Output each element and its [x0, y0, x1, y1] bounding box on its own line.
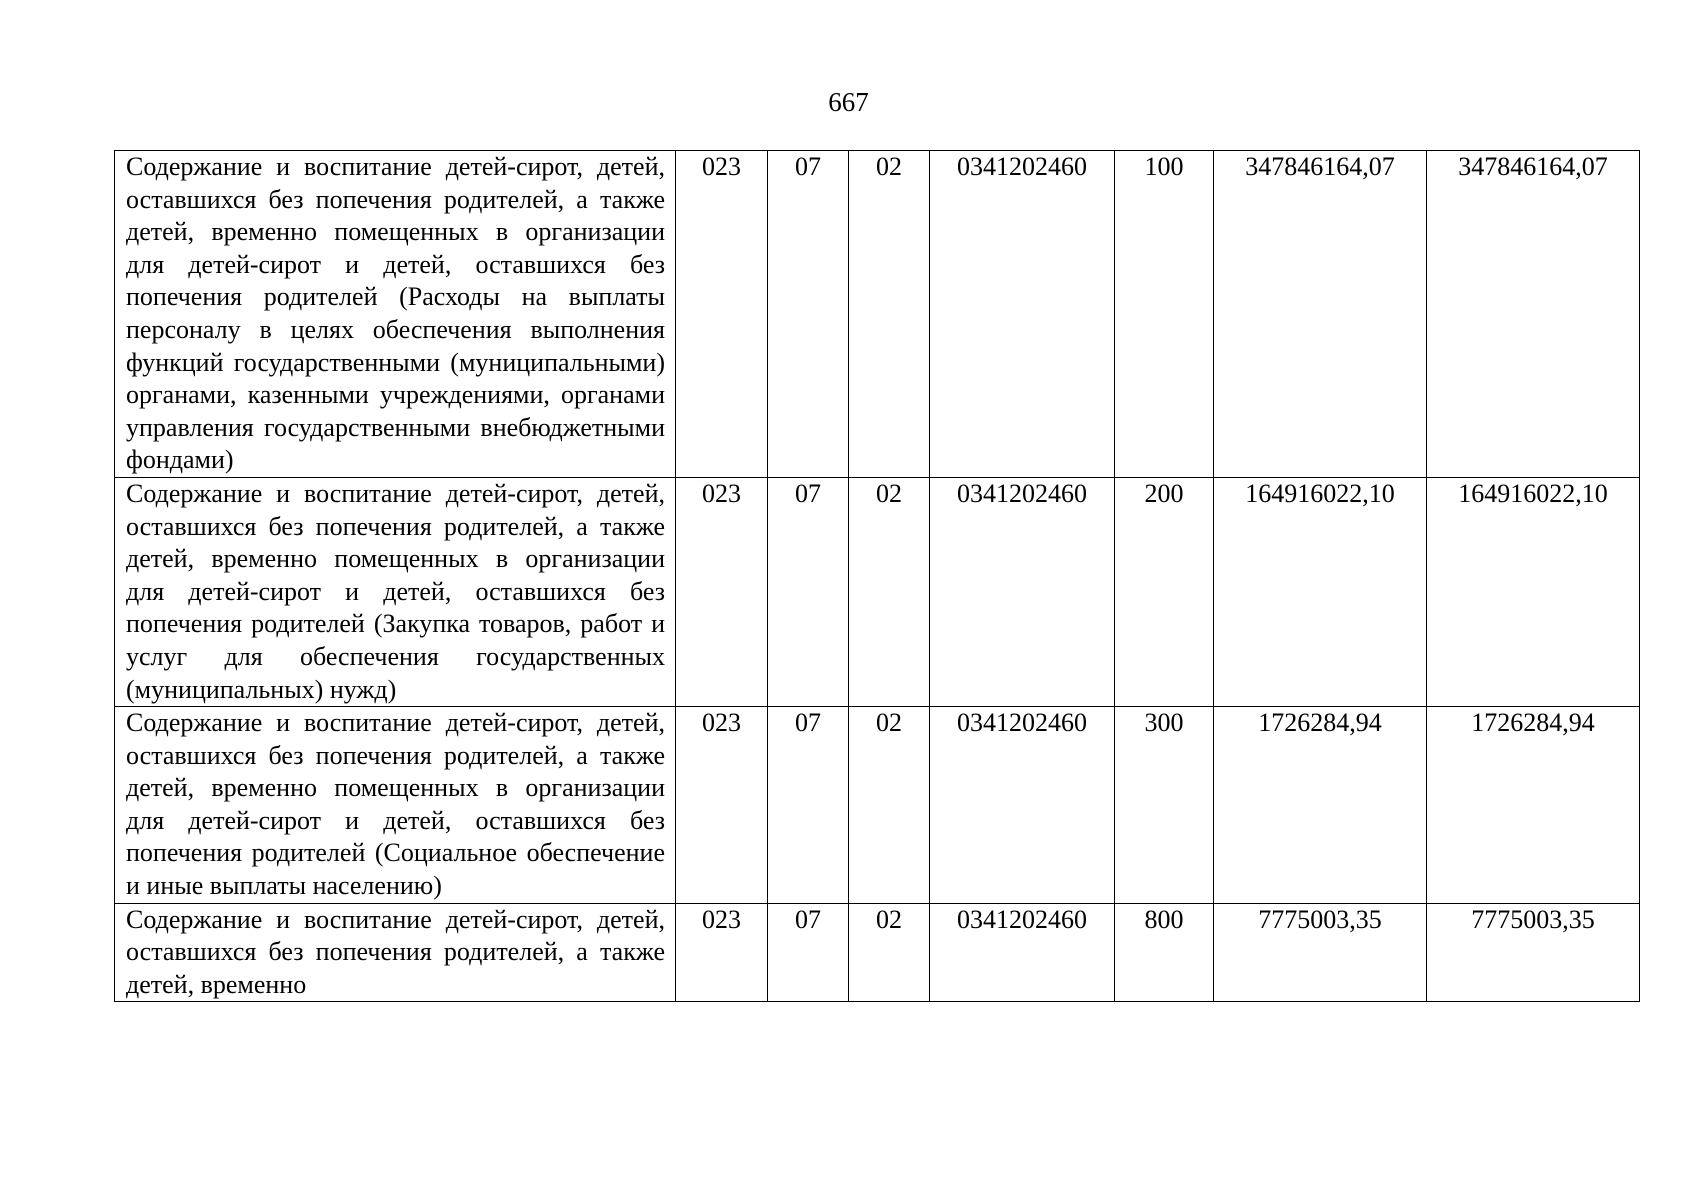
amount-cell: 7775003,35 [1427, 903, 1640, 1001]
budget-table [114, 150, 1640, 1002]
amount-cell: 164916022,10 [1214, 477, 1427, 706]
amount-cell: 7775003,35 [1214, 903, 1427, 1001]
table-row [115, 151, 1640, 478]
subsection-code: 02 [849, 903, 930, 1001]
ministry-code: 023 [676, 151, 768, 478]
ministry-code: 023 [676, 903, 768, 1001]
row-description-text: Содержание и воспитание детей-сирот, детей, оставшихся без попечения родителей, а также детей, временно [126, 904, 665, 999]
amount-cell: 1726284,94 [1427, 707, 1640, 904]
expense-type-code: 300 [1115, 707, 1214, 904]
subsection-code: 02 [849, 477, 930, 706]
subsection-code: 02 [849, 151, 930, 478]
table-row [115, 477, 1640, 706]
section-code: 07 [768, 903, 849, 1001]
section-code: 07 [768, 477, 849, 706]
ministry-code: 023 [676, 477, 768, 706]
row-description: Содержание и воспитание детей-сирот, детей, оставшихся без попечения родителей, а также детей, временно помещенных в организации для детей-сирот и детей, оставшихся без попечения родителей (Расходы на выплаты персоналу в целях обеспечения выполнения функций государственными (муниципальными) органами, казенными учреждениями, органами управления государственными внебюджетными фондами) [115, 151, 676, 478]
row-description [115, 903, 676, 1001]
target-article-code: 0341202460 [930, 151, 1115, 478]
amount-cell: 1726284,94 [1214, 707, 1427, 904]
page-number: 667 [828, 87, 869, 117]
expense-type-code: 100 [1115, 151, 1214, 478]
target-article-code: 0341202460 [930, 707, 1115, 904]
subsection-code: 02 [849, 707, 930, 904]
target-article-code: 0341202460 [930, 477, 1115, 706]
ministry-code: 023 [676, 707, 768, 904]
row-description: Содержание и воспитание детей-сирот, детей, оставшихся без попечения родителей, а также детей, временно помещенных в организации для детей-сирот и детей, оставшихся без попечения родителей (Социальное обеспечение и иные выплаты населению) [115, 707, 676, 904]
target-article-code: 0341202460 [930, 903, 1115, 1001]
row-description: Содержание и воспитание детей-сирот, детей, оставшихся без попечения родителей, а также детей, временно помещенных в организации для детей-сирот и детей, оставшихся без попечения родителей (Закупка товаров, работ и услуг для обеспечения государственных (муниципальных) нужд) [115, 477, 676, 706]
amount-cell: 347846164,07 [1214, 151, 1427, 478]
amount-cell: 347846164,07 [1427, 151, 1640, 478]
expense-type-code: 800 [1115, 903, 1214, 1001]
section-code: 07 [768, 151, 849, 478]
table-row [115, 707, 1640, 904]
expense-type-code: 200 [1115, 477, 1214, 706]
table-row [115, 903, 1640, 1001]
amount-cell: 164916022,10 [1427, 477, 1640, 706]
section-code: 07 [768, 707, 849, 904]
